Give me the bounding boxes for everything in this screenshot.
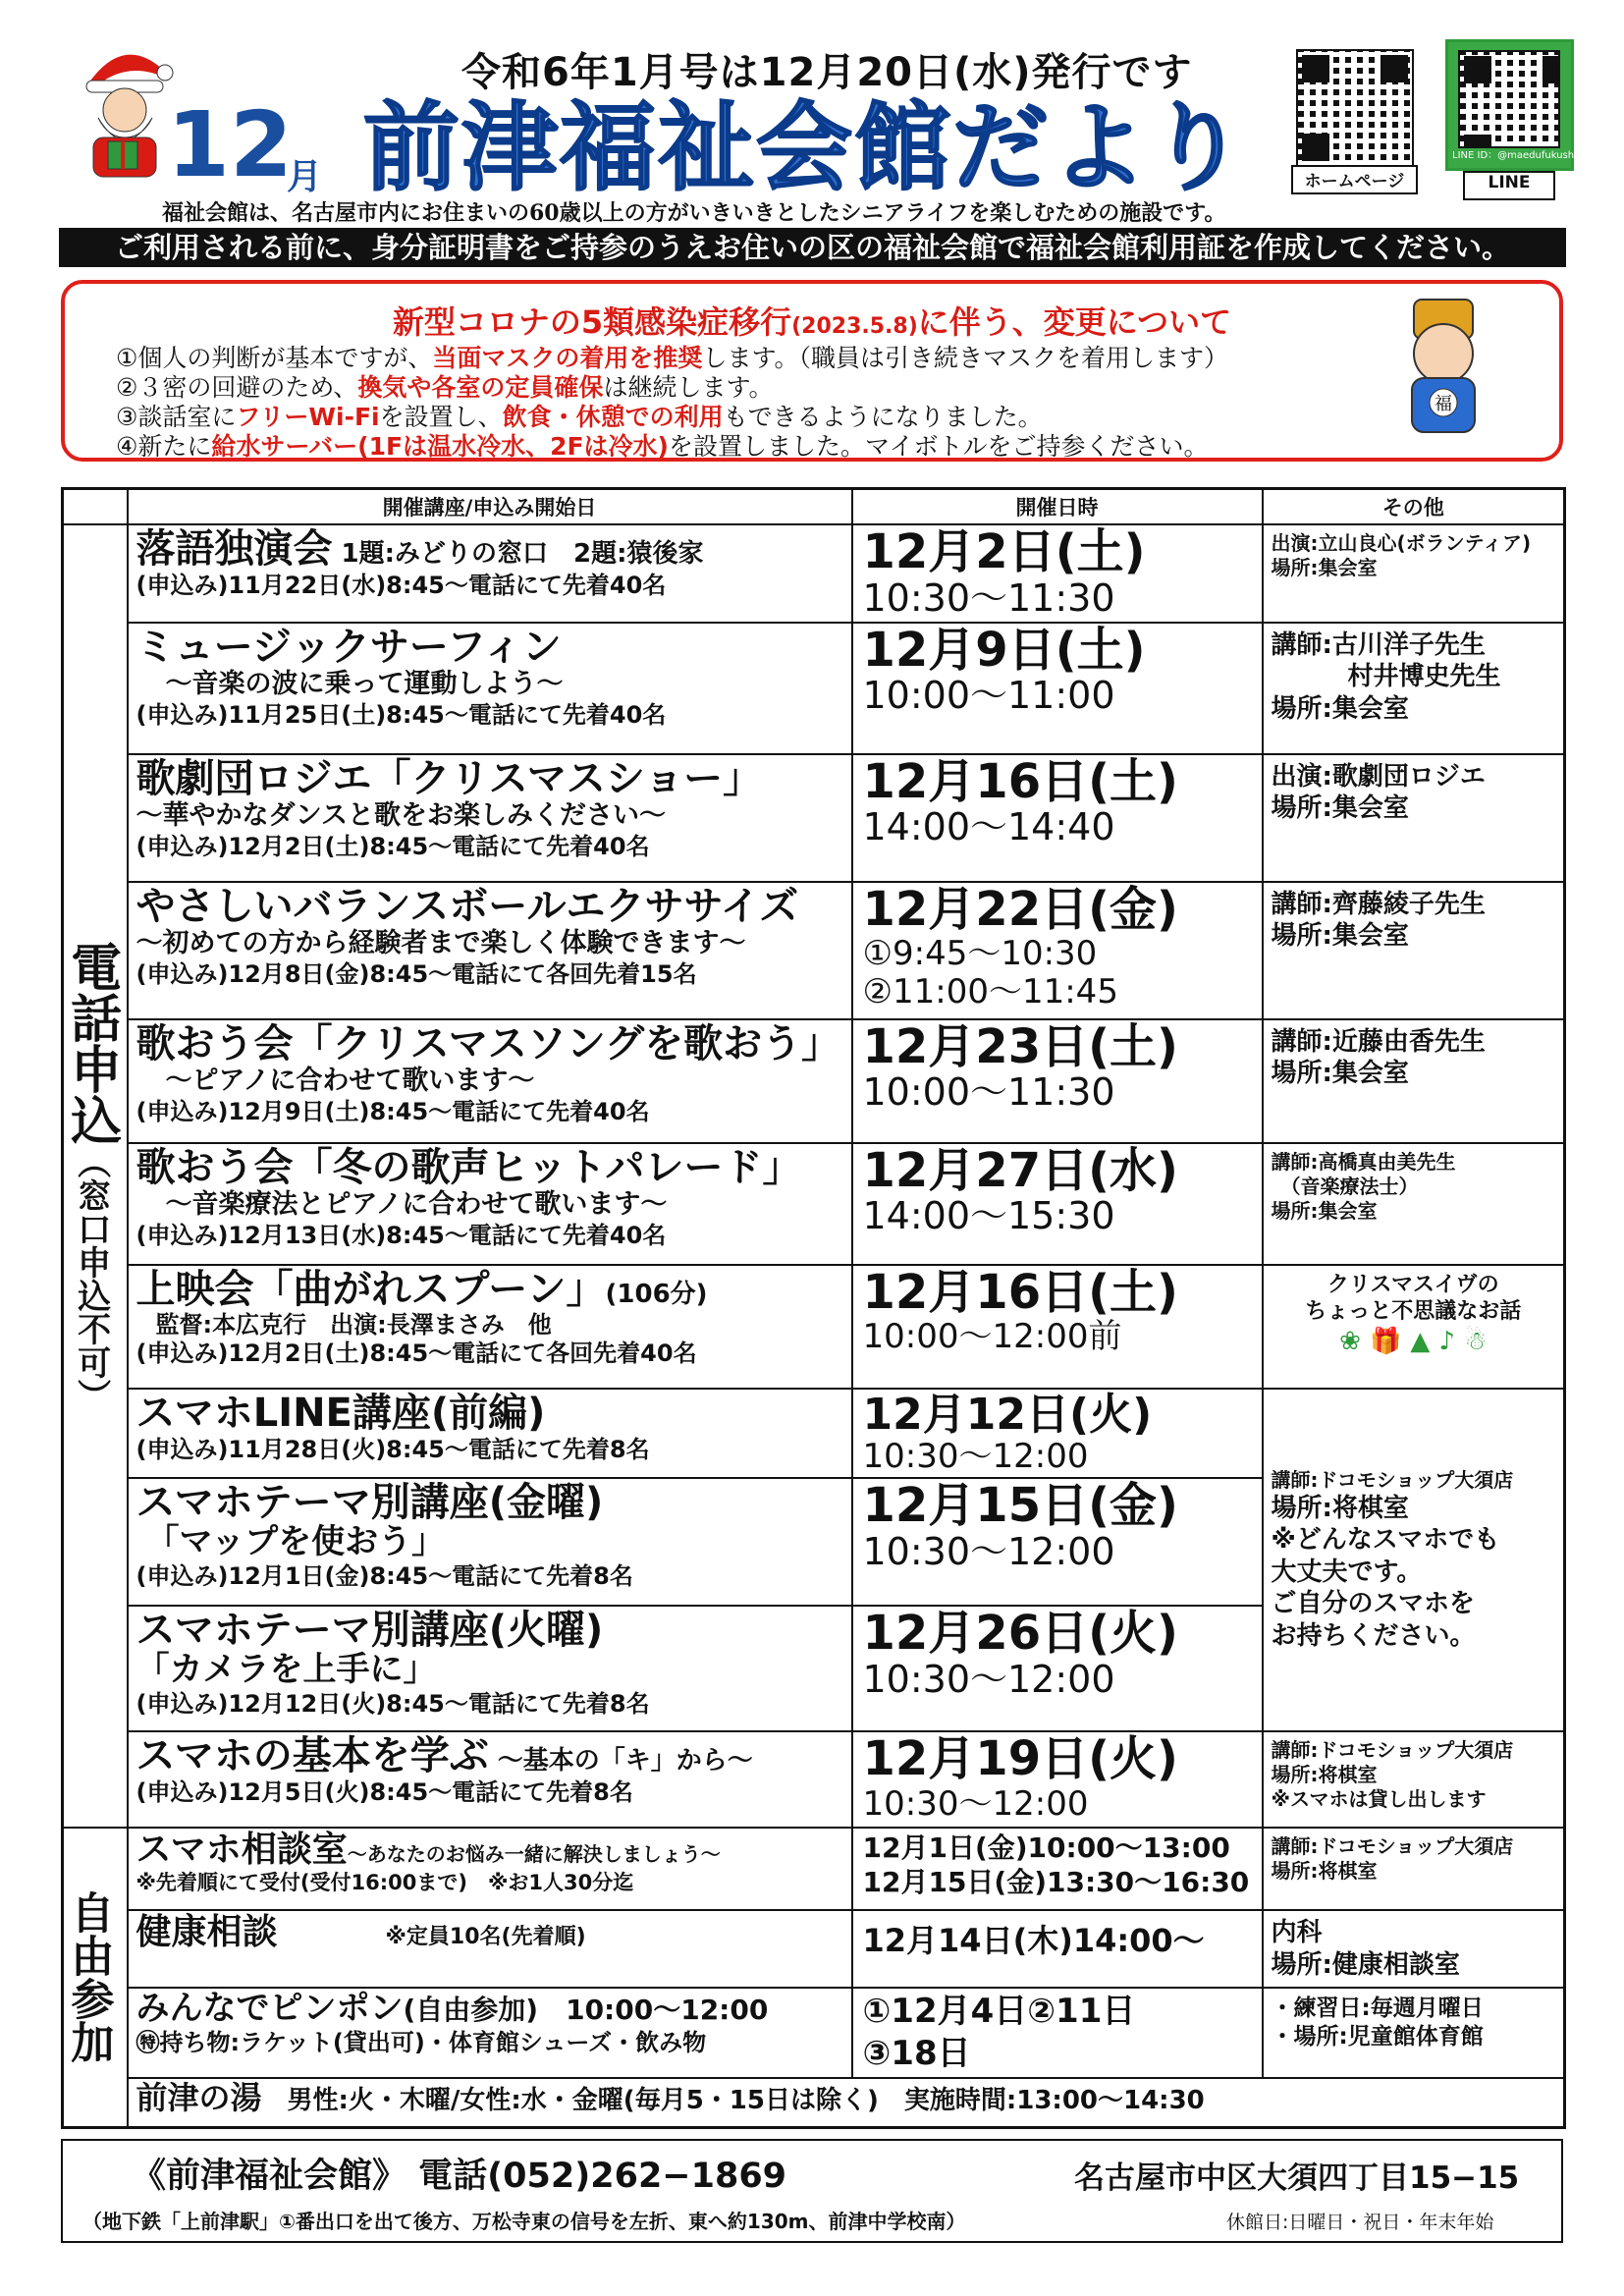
event-other: 講師:齊藤綾子先生 場所:集会室 [1263,882,1565,1019]
category-phone-note: （窓口申込不可） [71,1144,111,1412]
event-course: 歌おう会「クリスマスソングを歌おう」 〜ピアノに合わせて歌います〜 (申込み)12月9日(土)8:45〜電話にて先着40名 [128,1019,852,1143]
event-row [63,1389,1565,1479]
month-suffix: 月 [287,157,323,197]
event-row [63,623,1565,754]
line-qr-frame [1445,39,1577,171]
event-datetime: 12月26日(火) 10:30〜12:00 [852,1606,1263,1731]
footer-address: 名古屋市中区大須四丁目15−15 [1074,2160,1520,2196]
event-other: 出演:立山良心(ボランティア) 場所:集会室 [1263,524,1565,623]
event-course: ミュージックサーフィン 〜音楽の波に乗って運動しよう〜 (申込み)11月25日(土)8:45〜電話にて先着40名 [128,623,852,754]
free-event-other: 内科 場所:健康相談室 [1263,1910,1565,1988]
event-datetime: 12月16日(土) 10:00〜12:00前 [852,1265,1263,1389]
free-event-other: 講師:ドコモショップ大須店 場所:将棋室 [1263,1828,1565,1910]
event-datetime: 12月12日(火) 10:30〜12:00 [852,1389,1263,1479]
event-row [63,754,1565,882]
event-datetime: 12月27日(水) 14:00〜15:30 [852,1143,1263,1265]
free-event-row [63,1910,1565,1988]
corona-title-suffix: に伴う、変更について [917,303,1232,341]
usage-notice-bar: ご利用される前に、身分証明書をご持参のうえお住いの区の福祉会館で福祉会館利用証を作成してください。 [59,228,1566,267]
event-course: スマホテーマ別講座(金曜) 「マップを使おう」 (申込み)12月1日(金)8:45〜電話にて先着8名 [128,1478,852,1606]
footer-box [61,2139,1563,2243]
month-number: 12 [167,92,294,197]
free-event-datetime: ①12月4日②11日 ③18日 [852,1988,1263,2078]
footer-access: （地下鉄「上前津駅」①番出口を出て後方、万松寺東の信号を左折、東へ約130m、前津中学校南） [82,2210,966,2233]
event-datetime: 12月9日(土) 10:00〜11:00 [852,623,1263,754]
event-datetime: 12月23日(土) 10:00〜11:30 [852,1019,1263,1143]
event-other: 講師:近藤由香先生 場所:集会室 [1263,1019,1565,1143]
line-id: LINE ID：@maedufukushi [1452,150,1577,161]
maezu-bath-row: 前津の湯 男性:火・木曜/女性:水・金曜(毎月5・15日は除く) 実施時間:13:00〜14:30 [128,2078,1565,2127]
event-row [63,882,1565,1019]
category-phone-label: 電話申込 [61,940,121,1145]
event-row [63,1731,1565,1828]
event-datetime: 12月22日(金) ①9:45〜10:30 ②11:00〜11:45 [852,882,1263,1019]
event-other: 講師:ドコモショップ大須店 場所:将棋室 ※スマホは貸し出します [1263,1731,1565,1828]
newsletter-title: 前津福祉会館だより [363,92,1248,204]
line-qr-code[interactable] [1458,50,1560,148]
free-event-datetime: 12月14日(木)14:00〜 [852,1910,1263,1988]
event-course: 歌劇団ロジエ「クリスマスショー」 〜華やかなダンスと歌をお楽しみください〜 (申込み)12月2日(土)8:45〜電話にて先着40名 [128,754,852,882]
free-event-row [63,2078,1565,2127]
xmas-decoration-icon: ❀ 🎁 ▲ ♪ ☃ [1339,1326,1488,1356]
header-blank [63,489,128,525]
event-other: 講師:高橋真由美先生 （音楽療法士） 場所:集会室 [1263,1143,1565,1265]
smartphone-shared-other: 講師:ドコモショップ大須店 場所:将棋室 ※どんなスマホでも 大丈夫です。 ご自分のスマホを お持ちください。 [1263,1389,1565,1732]
corona-title-main: 新型コロナの5類感染症移行 [392,303,792,341]
event-course: 上映会「曲がれスプーン」(106分) 監督:本広克行 出演:長澤まさみ 他 (申込み)12月2日(土)8:45〜電話にて各回先着40名 [128,1265,852,1389]
category-phone [63,524,128,1828]
event-course: 落語独演会 1題:みどりの窓口 2題:猿後家 (申込み)11月22日(水)8:45〜電話にて先着40名 [128,524,852,623]
category-free: 自由参加 [63,1828,128,2127]
mascot-label: 福 [1435,394,1452,414]
free-event-course: 健康相談 ※定員10名(先着順) [128,1910,852,1988]
table-header-row [63,489,1565,525]
facility-description: 福祉会館は、名古屋市内にお住まいの60歳以上の方がいきいきとしたシニアライフを楽しむための施設です。 [162,200,1226,226]
event-row [63,1265,1565,1389]
event-datetime: 12月19日(火) 10:30〜12:00 [852,1731,1263,1828]
corona-item-3: ③談話室にフリーWi-Fiを設置し、飲食・休憩での利用もできるようになりました。 [116,403,1043,431]
event-course: スマホの基本を学ぶ 〜基本の「キ」から〜 (申込み)12月5日(火)8:45〜電話にて先着8名 [128,1731,852,1828]
issue-note: 令和6年1月号は12月20日(水)発行です [461,50,1193,95]
event-row [63,524,1565,623]
event-other: クリスマスイヴの ちょっと不思議なお話 ❀ 🎁 ▲ ♪ ☃ [1263,1265,1565,1389]
corona-notice-title [65,298,1559,343]
santa-illustration [69,39,177,187]
event-course: やさしいバランスボールエクササイズ 〜初めての方から経験者まで楽しく体験できます〜 (申込み)12月8日(金)8:45〜電話にて各回先着15名 [128,882,852,1019]
event-datetime: 12月2日(土) 10:30〜11:30 [852,524,1263,623]
header-course: 開催講座/申込み開始日 [128,489,852,525]
corona-notice-box [61,280,1563,462]
line-qr-label: LINE [1463,171,1555,200]
event-course: スマホLINE講座(前編) (申込み)11月28日(火)8:45〜電話にて先着8名 [128,1389,852,1479]
free-event-course: スマホ相談室〜あなたのお悩み一緒に解決しましょう〜 ※先着順にて受付(受付16:00まで) ※お1人30分迄 [128,1828,852,1910]
event-datetime: 12月15日(金) 10:30〜12:00 [852,1478,1263,1606]
footer-name-phone: 《前津福祉会館》 電話(052)262−1869 [132,2157,787,2196]
free-event-row [63,1988,1565,2078]
corona-date: (2023.5.8) [791,314,918,339]
mascot-illustration [1384,295,1502,442]
header-other: その他 [1263,489,1565,525]
event-course: 歌おう会「冬の歌声ヒットパレード」 〜音楽療法とピアノに合わせて歌います〜 (申込み)12月13日(水)8:45〜電話にて先着40名 [128,1143,852,1265]
event-course: スマホテーマ別講座(火曜) 「カメラを上手に」 (申込み)12月12日(火)8:45〜電話にて先着8名 [128,1606,852,1731]
free-event-course: みんなでピンポン(自由参加) 10:00〜12:00 ㊕持ち物:ラケット(貸出可)・体育館シューズ・飲み物 [128,1988,852,2078]
event-datetime: 12月16日(土) 14:00〜14:40 [852,754,1263,882]
homepage-qr-code[interactable] [1296,49,1414,167]
free-event-row [63,1828,1565,1910]
event-other: 出演:歌劇団ロジエ 場所:集会室 [1263,754,1565,882]
event-other: 講師:古川洋子先生 村井博史先生 場所:集会室 [1263,623,1565,754]
header-datetime: 開催日時 [852,489,1263,525]
corona-item-1: ①個人の判断が基本ですが、当面マスクの着用を推奨します。（職員は引き続きマスクを着用します） [116,344,1228,372]
corona-item-4: ④新たに給水サーバー(1Fは温水冷水、2Fは冷水)を設置しました。マイボトルをご持参ください。 [116,432,1209,461]
free-event-datetime: 12月1日(金)10:00〜13:00 12月15日(金)13:30〜16:30 [852,1828,1263,1910]
corona-item-2: ②３密の回避のため、換気や各室の定員確保は継続します。 [116,373,774,402]
footer-closed-days: 休館日:日曜日・祝日・年末年始 [1226,2212,1494,2233]
event-row [63,1143,1565,1265]
homepage-qr-label: ホームページ [1291,165,1418,194]
schedule-table [61,487,1566,2129]
free-event-other: ・練習日:毎週月曜日 ・場所:児童館体育館 [1263,1988,1565,2078]
event-row [63,1019,1565,1143]
